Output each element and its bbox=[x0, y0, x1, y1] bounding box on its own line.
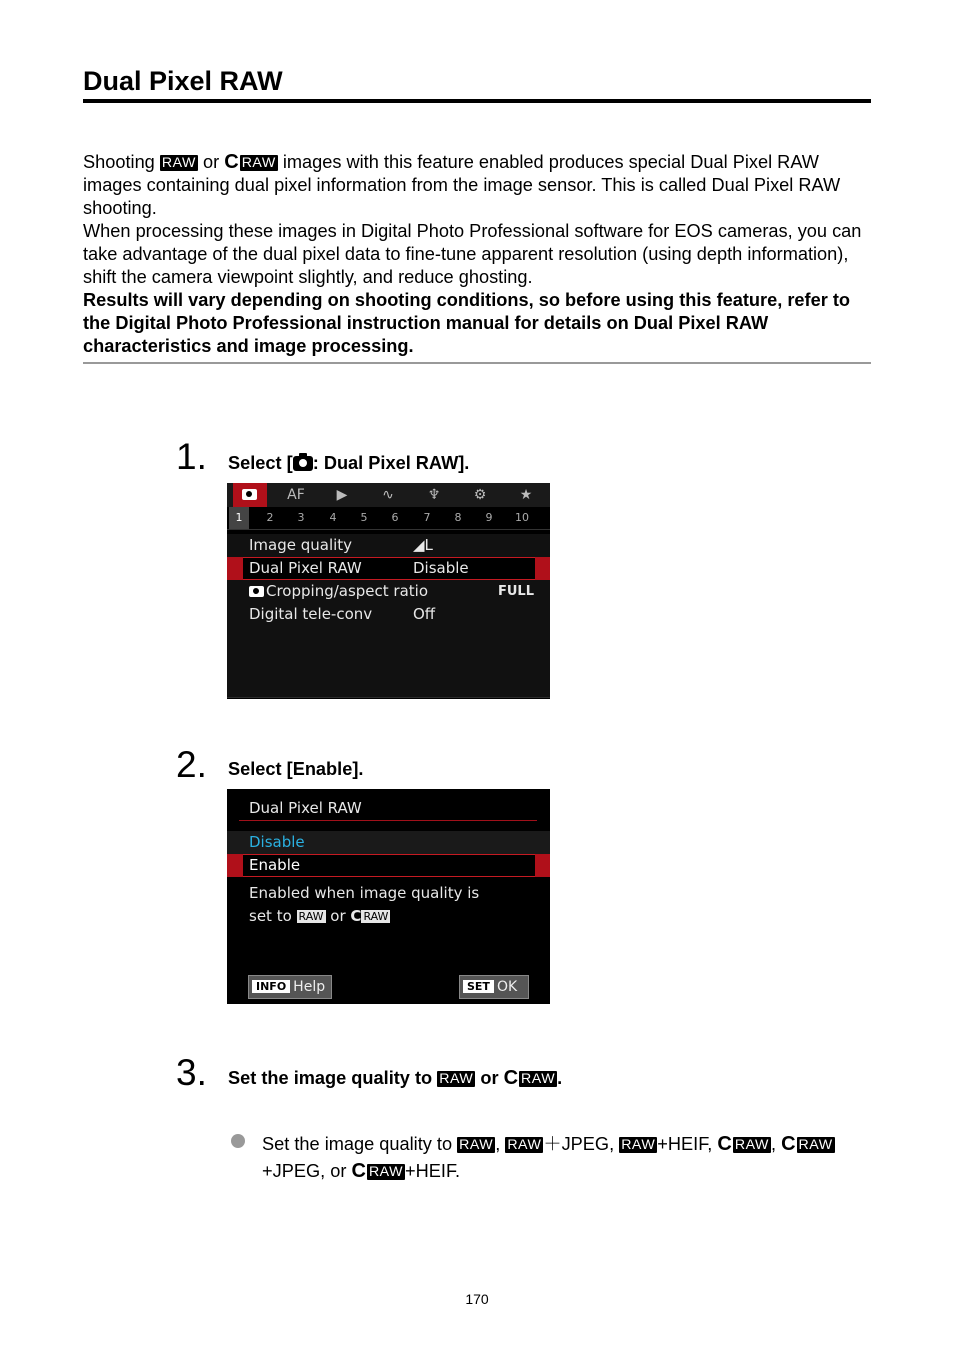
info-key: INFO bbox=[252, 980, 290, 993]
step-3-text: Set the image quality to RAW or C RAW . bbox=[228, 1067, 563, 1089]
tab-wireless[interactable]: ∿ bbox=[382, 487, 394, 503]
menu-item-cropping[interactable]: Cropping/aspect ratio FULL bbox=[227, 580, 550, 604]
subtab-1[interactable]: 1 bbox=[229, 507, 249, 529]
intro-paragraph-1: Shooting RAW or C RAW images with this feature enabled produces special Dual Pixel RAW images containing dual pixel information from the image sensor. This is called Dual Pixel RAW shooting. bbox=[83, 151, 841, 218]
craw-icon: RAW bbox=[734, 1137, 769, 1153]
subtab-2[interactable]: 2 bbox=[266, 511, 274, 524]
option-disable[interactable]: Disable bbox=[227, 831, 550, 854]
subtab-10[interactable]: 10 bbox=[515, 511, 529, 524]
step-2-text: Select [Enable]. bbox=[228, 759, 364, 779]
page-title: Dual Pixel RAW bbox=[83, 66, 283, 96]
ok-button[interactable]: SET OK bbox=[459, 975, 529, 999]
intro-paragraph-2: When processing these images in Digital Photo Professional software for EOS cameras, you can take advantage of the dual pixel data to fine-tune apparent resolution (using depth information), shift the camera viewpoint slightly, and reduce ghosting. bbox=[83, 221, 862, 287]
craw-c-icon: C bbox=[350, 907, 362, 925]
tab-af[interactable]: AF bbox=[287, 487, 305, 503]
step-1-number: 1. bbox=[176, 436, 207, 477]
tab-shooting[interactable] bbox=[233, 483, 267, 507]
craw-icon: RAW bbox=[368, 1164, 404, 1180]
raw-icon: RAW bbox=[459, 1137, 494, 1153]
dual-pixel-raw-screen bbox=[227, 789, 550, 1004]
subtab-9[interactable]: 9 bbox=[485, 511, 493, 524]
page-number: 170 bbox=[465, 1291, 489, 1307]
craw-c-icon: C bbox=[224, 151, 239, 173]
subtab-4[interactable]: 4 bbox=[329, 511, 337, 524]
intro-warning: Results will vary depending on shooting conditions, so before using this feature, refer to the Digital Photo Professional instruction manual for details on Dual Pixel RAW characteristics and image processing. bbox=[83, 290, 850, 356]
set-key: SET bbox=[463, 980, 494, 993]
bullet-text: Set the image quality to RAW , RAW ＋JPEG, RAW +HEIF, C RAW , C RAW+JPEG, or C RAW +HEIF. bbox=[262, 1133, 833, 1182]
craw-c-icon: C bbox=[717, 1133, 732, 1155]
tab-playback[interactable]: ▶ bbox=[336, 487, 348, 503]
craw-icon: RAW bbox=[521, 1071, 556, 1087]
note-text: Enabled when image quality is set to RAW or C RAW bbox=[249, 884, 480, 925]
menu-item-empty bbox=[227, 672, 550, 698]
menu-tab-bar bbox=[227, 483, 550, 507]
step-3-number: 3. bbox=[176, 1052, 207, 1093]
subtab-3[interactable]: 3 bbox=[297, 511, 305, 524]
subtab-5[interactable]: 5 bbox=[360, 511, 368, 524]
craw-icon: RAW bbox=[363, 910, 389, 923]
subtab-6[interactable]: 6 bbox=[391, 511, 399, 524]
option-enable[interactable]: Enable bbox=[227, 854, 550, 877]
raw-icon: RAW bbox=[298, 910, 324, 923]
craw-c-icon: C bbox=[503, 1067, 519, 1089]
help-button[interactable]: INFO Help bbox=[248, 975, 332, 999]
heading-rule bbox=[239, 820, 537, 821]
tab-my-menu[interactable]: ★ bbox=[519, 487, 533, 503]
tab-custom[interactable]: ⚙ bbox=[473, 487, 487, 503]
step-2-number: 2. bbox=[176, 744, 207, 785]
subtab-8[interactable]: 8 bbox=[454, 511, 462, 524]
raw-icon: RAW bbox=[161, 155, 196, 171]
raw-icon: RAW bbox=[439, 1071, 474, 1087]
tab-setup[interactable]: ♆ bbox=[427, 487, 441, 503]
bullet-icon bbox=[231, 1134, 245, 1148]
title-rule bbox=[83, 99, 871, 103]
screen-heading: Dual Pixel RAW bbox=[249, 799, 362, 817]
raw-icon: RAW bbox=[507, 1137, 542, 1153]
menu-item-empty bbox=[227, 626, 550, 650]
craw-icon: RAW bbox=[241, 155, 276, 171]
camera-icon bbox=[249, 586, 264, 597]
intro-rule bbox=[83, 362, 871, 364]
step-1-text: Select [ : Dual Pixel RAW]. bbox=[228, 453, 470, 473]
craw-icon: RAW bbox=[798, 1137, 833, 1153]
menu-item-empty bbox=[227, 649, 550, 673]
menu-subtab-bar bbox=[227, 507, 550, 530]
camera-menu-screen bbox=[227, 483, 550, 699]
raw-icon: RAW bbox=[621, 1137, 656, 1153]
intro-text bbox=[83, 151, 873, 358]
craw-c-icon: C bbox=[781, 1133, 796, 1155]
menu-item-image-quality[interactable]: Image quality ◢L bbox=[227, 534, 550, 558]
menu-item-dual-pixel-raw[interactable]: Dual Pixel RAW Disable bbox=[227, 557, 550, 581]
camera-icon bbox=[293, 456, 313, 471]
craw-c-icon: C bbox=[351, 1160, 366, 1182]
subtab-7[interactable]: 7 bbox=[423, 511, 431, 524]
camera-icon bbox=[242, 489, 257, 500]
menu-item-digital-tele-conv[interactable]: Digital tele-conv Off bbox=[227, 603, 550, 627]
